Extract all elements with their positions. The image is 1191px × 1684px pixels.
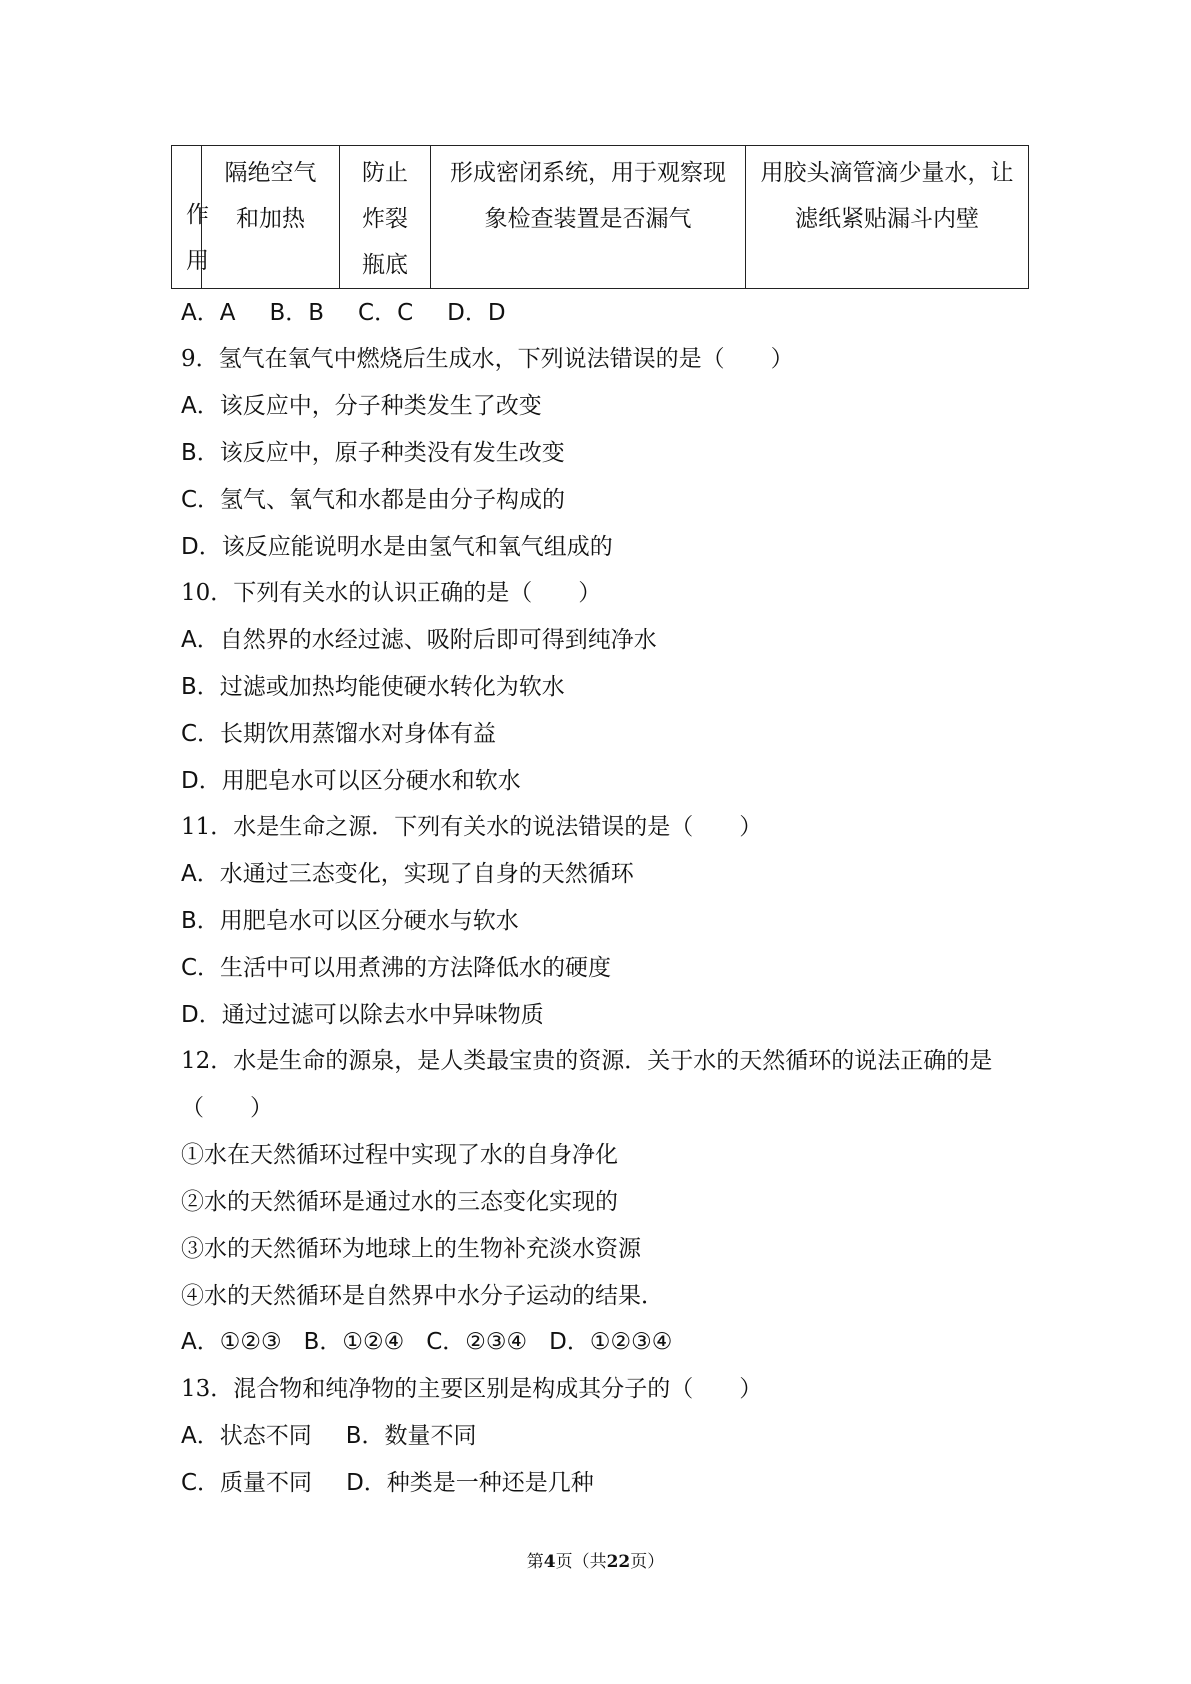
page-number: 4 xyxy=(543,1552,556,1572)
statement: ③水的天然循环为地球上的生物补充淡水资源 xyxy=(181,1236,641,1262)
table-cell-3: 形成密闭系统，用于观察现 象检查装置是否漏气 xyxy=(431,146,746,289)
option: A．该反应中，分子种类发生了改变 xyxy=(181,393,542,419)
option: C．生活中可以用煮沸的方法降低水的硬度 xyxy=(181,955,612,981)
statement: ④水的天然循环是自然界中水分子运动的结果． xyxy=(181,1283,664,1309)
option: A．自然界的水经过滤、吸附后即可得到纯净水 xyxy=(181,627,657,653)
q8-options: A．A B．B C．C D．D xyxy=(181,300,506,326)
q13-options-row-1: A．状态不同 B．数量不同 xyxy=(181,1423,477,1449)
statement: ②水的天然循环是通过水的三态变化实现的 xyxy=(181,1189,618,1215)
statement: ①水在天然循环过程中实现了水的自身净化 xyxy=(181,1142,618,1168)
option: D．该反应能说明水是由氢气和氧气组成的 xyxy=(181,534,613,560)
option: D．通过过滤可以除去水中异味物质 xyxy=(181,1002,544,1028)
question-stem: 11．水是生命之源．下列有关水的说法错误的是（ ） xyxy=(181,814,763,840)
row-label-cell: 作 用 xyxy=(172,146,202,289)
option: D．用肥皂水可以区分硬水和软水 xyxy=(181,768,521,794)
question-stem: 10．下列有关水的认识正确的是（ ） xyxy=(181,580,602,606)
table-cell-1: 隔绝空气 和加热 xyxy=(202,146,340,289)
page-footer: 第4页（共22页） xyxy=(526,1552,665,1572)
option: C．氢气、氧气和水都是由分子构成的 xyxy=(181,487,566,513)
question-stem: 12．水是生命的源泉，是人类最宝贵的资源．关于水的天然循环的说法正确的是 xyxy=(181,1048,993,1074)
question-stem: 9．氢气在氧气中燃烧后生成水，下列说法错误的是（ ） xyxy=(181,346,794,372)
option: B．该反应中，原子种类没有发生改变 xyxy=(181,440,565,466)
option: B．用肥皂水可以区分硬水与软水 xyxy=(181,908,519,934)
table-cell-4: 用胶头滴管滴少量水，让 滤纸紧贴漏斗内壁 xyxy=(746,146,1029,289)
option: B．过滤或加热均能使硬水转化为软水 xyxy=(181,674,565,700)
option: C．长期饮用蒸馏水对身体有益 xyxy=(181,721,497,747)
table-cell-2: 防止 炸裂 瓶底 xyxy=(340,146,431,289)
page-total: 22 xyxy=(606,1552,631,1572)
question-stem-cont: （ ） xyxy=(181,1095,273,1121)
question-stem: 13．混合物和纯净物的主要区别是构成其分子的（ ） xyxy=(181,1376,763,1402)
q13-options-row-2: C．质量不同 D．种类是一种还是几种 xyxy=(181,1470,594,1496)
q12-options: A．①②③ B．①②④ C．②③④ D．①②③④ xyxy=(181,1329,673,1355)
option: A．水通过三态变化，实现了自身的天然循环 xyxy=(181,861,634,887)
apparatus-table xyxy=(171,145,1029,289)
